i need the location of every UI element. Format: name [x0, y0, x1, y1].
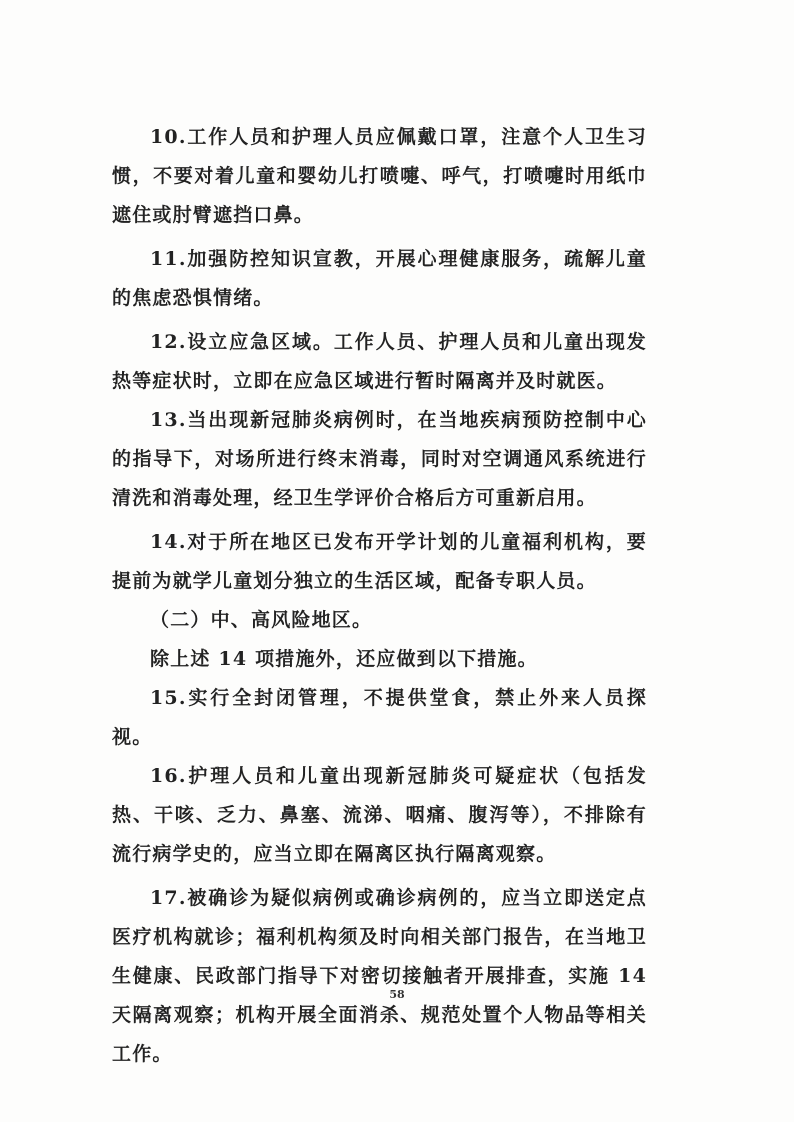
paragraph-item-17: 17.被确诊为疑似病例或确诊病例的，应当立即送定点医疗机构就诊；福利机构须及时向相关部门报告，在当地卫生健康、民政部门指导下对密切接触者开展排查，实施 14 天隔离观察；机构开展全面消杀、规范处置个人物品等相关工作。: [112, 887, 647, 1065]
section-heading: （二）中、高风险地区。: [150, 609, 373, 631]
page-number: 58: [389, 988, 405, 1001]
paragraph-item-12: 12.设立应急区域。工作人员、护理人员和儿童出现发热等症状时，立即在应急区域进行暂时隔离并及时就医。: [112, 331, 647, 392]
paragraph-item-16: 16.护理人员和儿童出现新冠肺炎可疑症状（包括发热、干咳、乏力、鼻塞、流涕、咽痛、腹泻等），不排除有流行病学史的，应当立即在隔离区执行隔离观察。: [112, 765, 647, 865]
paragraph-item-14: 14.对于所在地区已发布开学计划的儿童福利机构，要提前为就学儿童划分独立的生活区域，配备专职人员。: [112, 531, 647, 592]
paragraph-intro: 除上述 14 项措施外，还应做到以下措施。: [150, 648, 538, 670]
paragraph-item-13: 13.当出现新冠肺炎病例时，在当地疾病预防控制中心的指导下，对场所进行终末消毒，同时对空调通风系统进行清洗和消毒处理，经卫生学评价合格后方可重新启用。: [112, 409, 647, 509]
paragraph-item-11: 11.加强防控知识宣教，开展心理健康服务，疏解儿童的焦虑恐惧情绪。: [112, 248, 647, 309]
document-body: [112, 118, 647, 1074]
paragraph-item-10: 10.工作人员和护理人员应佩戴口罩，注意个人卫生习惯，不要对着儿童和婴幼儿打喷嚏、呼气，打喷嚏时用纸巾遮住或肘臂遮挡口鼻。: [112, 126, 647, 226]
paragraph-item-15: 15.实行全封闭管理，不提供堂食，禁止外来人员探视。: [112, 687, 647, 748]
